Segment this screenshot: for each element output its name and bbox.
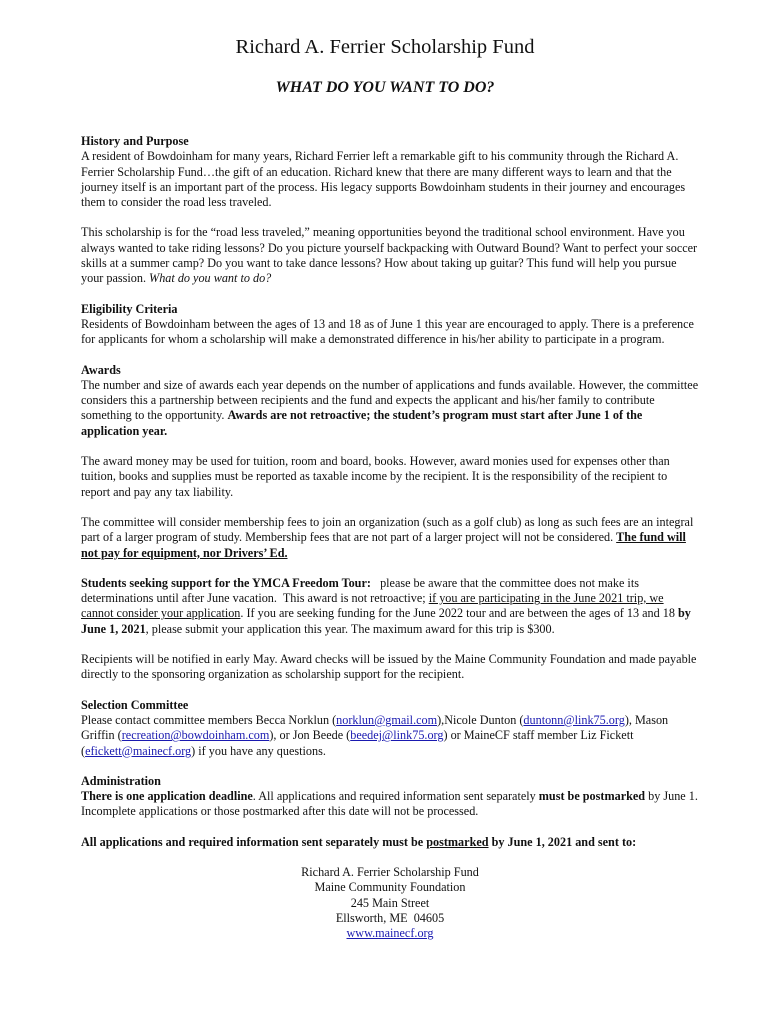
committee-text-2: ),Nicole Dunton (	[437, 712, 524, 727]
administration-heading: Administration	[81, 773, 161, 788]
page-subtitle: WHAT DO YOU WANT TO DO?	[275, 79, 495, 96]
awards-retroactive-note: Awards are not retroactive; the student’s program must start after June 1 of the application year.	[81, 408, 643, 438]
awards-heading: Awards	[81, 362, 121, 377]
awards-equipment-note: The fund will not pay for equipment, nor Drivers’ Ed.	[81, 530, 686, 560]
awards-paragraph-1-text: The number and size of awards each year depends on the number of applications and funds available. However, the committee considers this a partnership between recipients and the fund and expects the applicant and his/her family to contribute something to the opportunity.	[81, 377, 699, 423]
awards-paragraph-3-text: The committee will consider membership fees to join an organization (such as a golf club) as long as such fees are an integral part of a larger program of study. Membership fees that are not part of a larger project will not be considered.	[81, 514, 694, 545]
committee-heading: Selection Committee	[81, 697, 189, 712]
address-line-4: Ellsworth, ME 04605	[335, 910, 445, 925]
ymca-date: by June 1, 2021	[81, 606, 691, 636]
final-text-2: by June 1, 2021 and sent to:	[488, 834, 637, 849]
ymca-text-1: please be aware that the committee does not make its determinations until after June vacation. This award is not retroactive;	[81, 575, 642, 606]
ymca-text-2: . If you are seeking funding for the June 2022 tour and are between the ages of 13 and 18	[240, 606, 679, 621]
document-body	[81, 134, 699, 941]
ymca-underline-note: if you are participating in the June 2021 trip, we cannot consider your application	[81, 591, 664, 621]
address-line-3: 245 Main Street	[350, 895, 430, 910]
email-link-fickett[interactable]: efickett@mainecf.org	[85, 743, 192, 758]
email-link-beede[interactable]: beedej@link75.org	[350, 728, 444, 743]
administration-deadline: There is one application deadline	[81, 789, 253, 804]
awards-paragraph-1	[81, 378, 699, 439]
awards-paragraph-2: The award money may be used for tuition, room and board, books. However, award monies used for expenses other than tuition, books and supplies must be reported as taxable income by the recipient. It is the responsibility of the recipient to report and pay any tax liability.	[81, 454, 670, 499]
committee-text-1: Please contact committee members Becca Norklun (	[81, 712, 337, 727]
committee-text-3: ), Mason Griffin (	[81, 712, 669, 743]
mailing-address	[81, 865, 699, 941]
email-link-griffin[interactable]: recreation@bowdoinham.com	[121, 728, 270, 743]
history-italic-question: What do you want to do?	[149, 271, 272, 286]
ymca-text-3: , please submit your application this year. The maximum award for this trip is $300.	[145, 621, 555, 636]
eligibility-heading: Eligibility Criteria	[81, 301, 178, 316]
ymca-heading: Students seeking support for the YMCA Freedom Tour:	[81, 575, 371, 590]
committee-text-6: ) if you have any questions.	[191, 743, 326, 758]
eligibility-text: Residents of Bowdoinham between the ages of 13 and 18 as of June 1 this year are encouraged to apply. There is a preference for applicants for whom a scholarship will make a demonstrated difference in his/her ability to participate in a program.	[81, 316, 694, 347]
final-postmarked: postmarked	[426, 834, 489, 849]
final-text-1: All applications and required information sent separately must be	[81, 834, 427, 849]
email-link-dunton[interactable]: duntonn@link75.org	[523, 712, 625, 727]
ymca-paragraph	[81, 576, 699, 637]
history-heading: History and Purpose	[81, 134, 189, 148]
page-title: Richard A. Ferrier Scholarship Fund	[235, 36, 535, 58]
email-link-norklun[interactable]: norklun@gmail.com	[336, 712, 438, 727]
history-paragraph-2	[81, 225, 699, 286]
awards-paragraph-3	[81, 515, 699, 561]
address-line-2: Maine Community Foundation	[314, 880, 466, 895]
committee-paragraph	[81, 713, 699, 759]
history-paragraph-2-text: This scholarship is for the “road less traveled,” meaning opportunities beyond the traditional school environment. Have you always wanted to take riding lessons? Do you picture yourself backpacking with Outward Bound? Want to perfect your soccer skills at a summer camp? Do you want to take dance lessons? How about taking up guitar? This fund will help you pursue your passion.	[81, 225, 698, 286]
administration-paragraph	[81, 789, 699, 820]
website-link[interactable]: www.mainecf.org	[346, 926, 434, 941]
committee-text-5: ) or MaineCF staff member Liz Fickett (	[81, 728, 634, 758]
administration-text-1: . All applications and required information sent separately	[252, 789, 539, 804]
administration-text-2: by June 1. Incomplete applications or those postmarked after this date will not be processed.	[81, 789, 698, 819]
committee-text-4: ), or Jon Beede (	[269, 728, 351, 743]
recipients-paragraph: Recipients will be notified in early May. Award checks will be issued by the Maine Community Foundation and made payable directly to the sponsoring organization as scholarship support for the recipient.	[81, 652, 697, 682]
history-paragraph-1: A resident of Bowdoinham for many years, Richard Ferrier left a remarkable gift to his community through the Richard A. Ferrier Scholarship Fund…the gift of an education. Richard knew that there are many different ways to learn and that the journey itself is an important part of the process. His legacy supports Bowdoinham students in their journey and encourages them to consider the road less traveled.	[81, 149, 686, 210]
address-line-1: Richard A. Ferrier Scholarship Fund	[301, 864, 479, 879]
administration-postmarked: must be postmarked	[538, 789, 646, 804]
final-instruction	[81, 835, 699, 850]
